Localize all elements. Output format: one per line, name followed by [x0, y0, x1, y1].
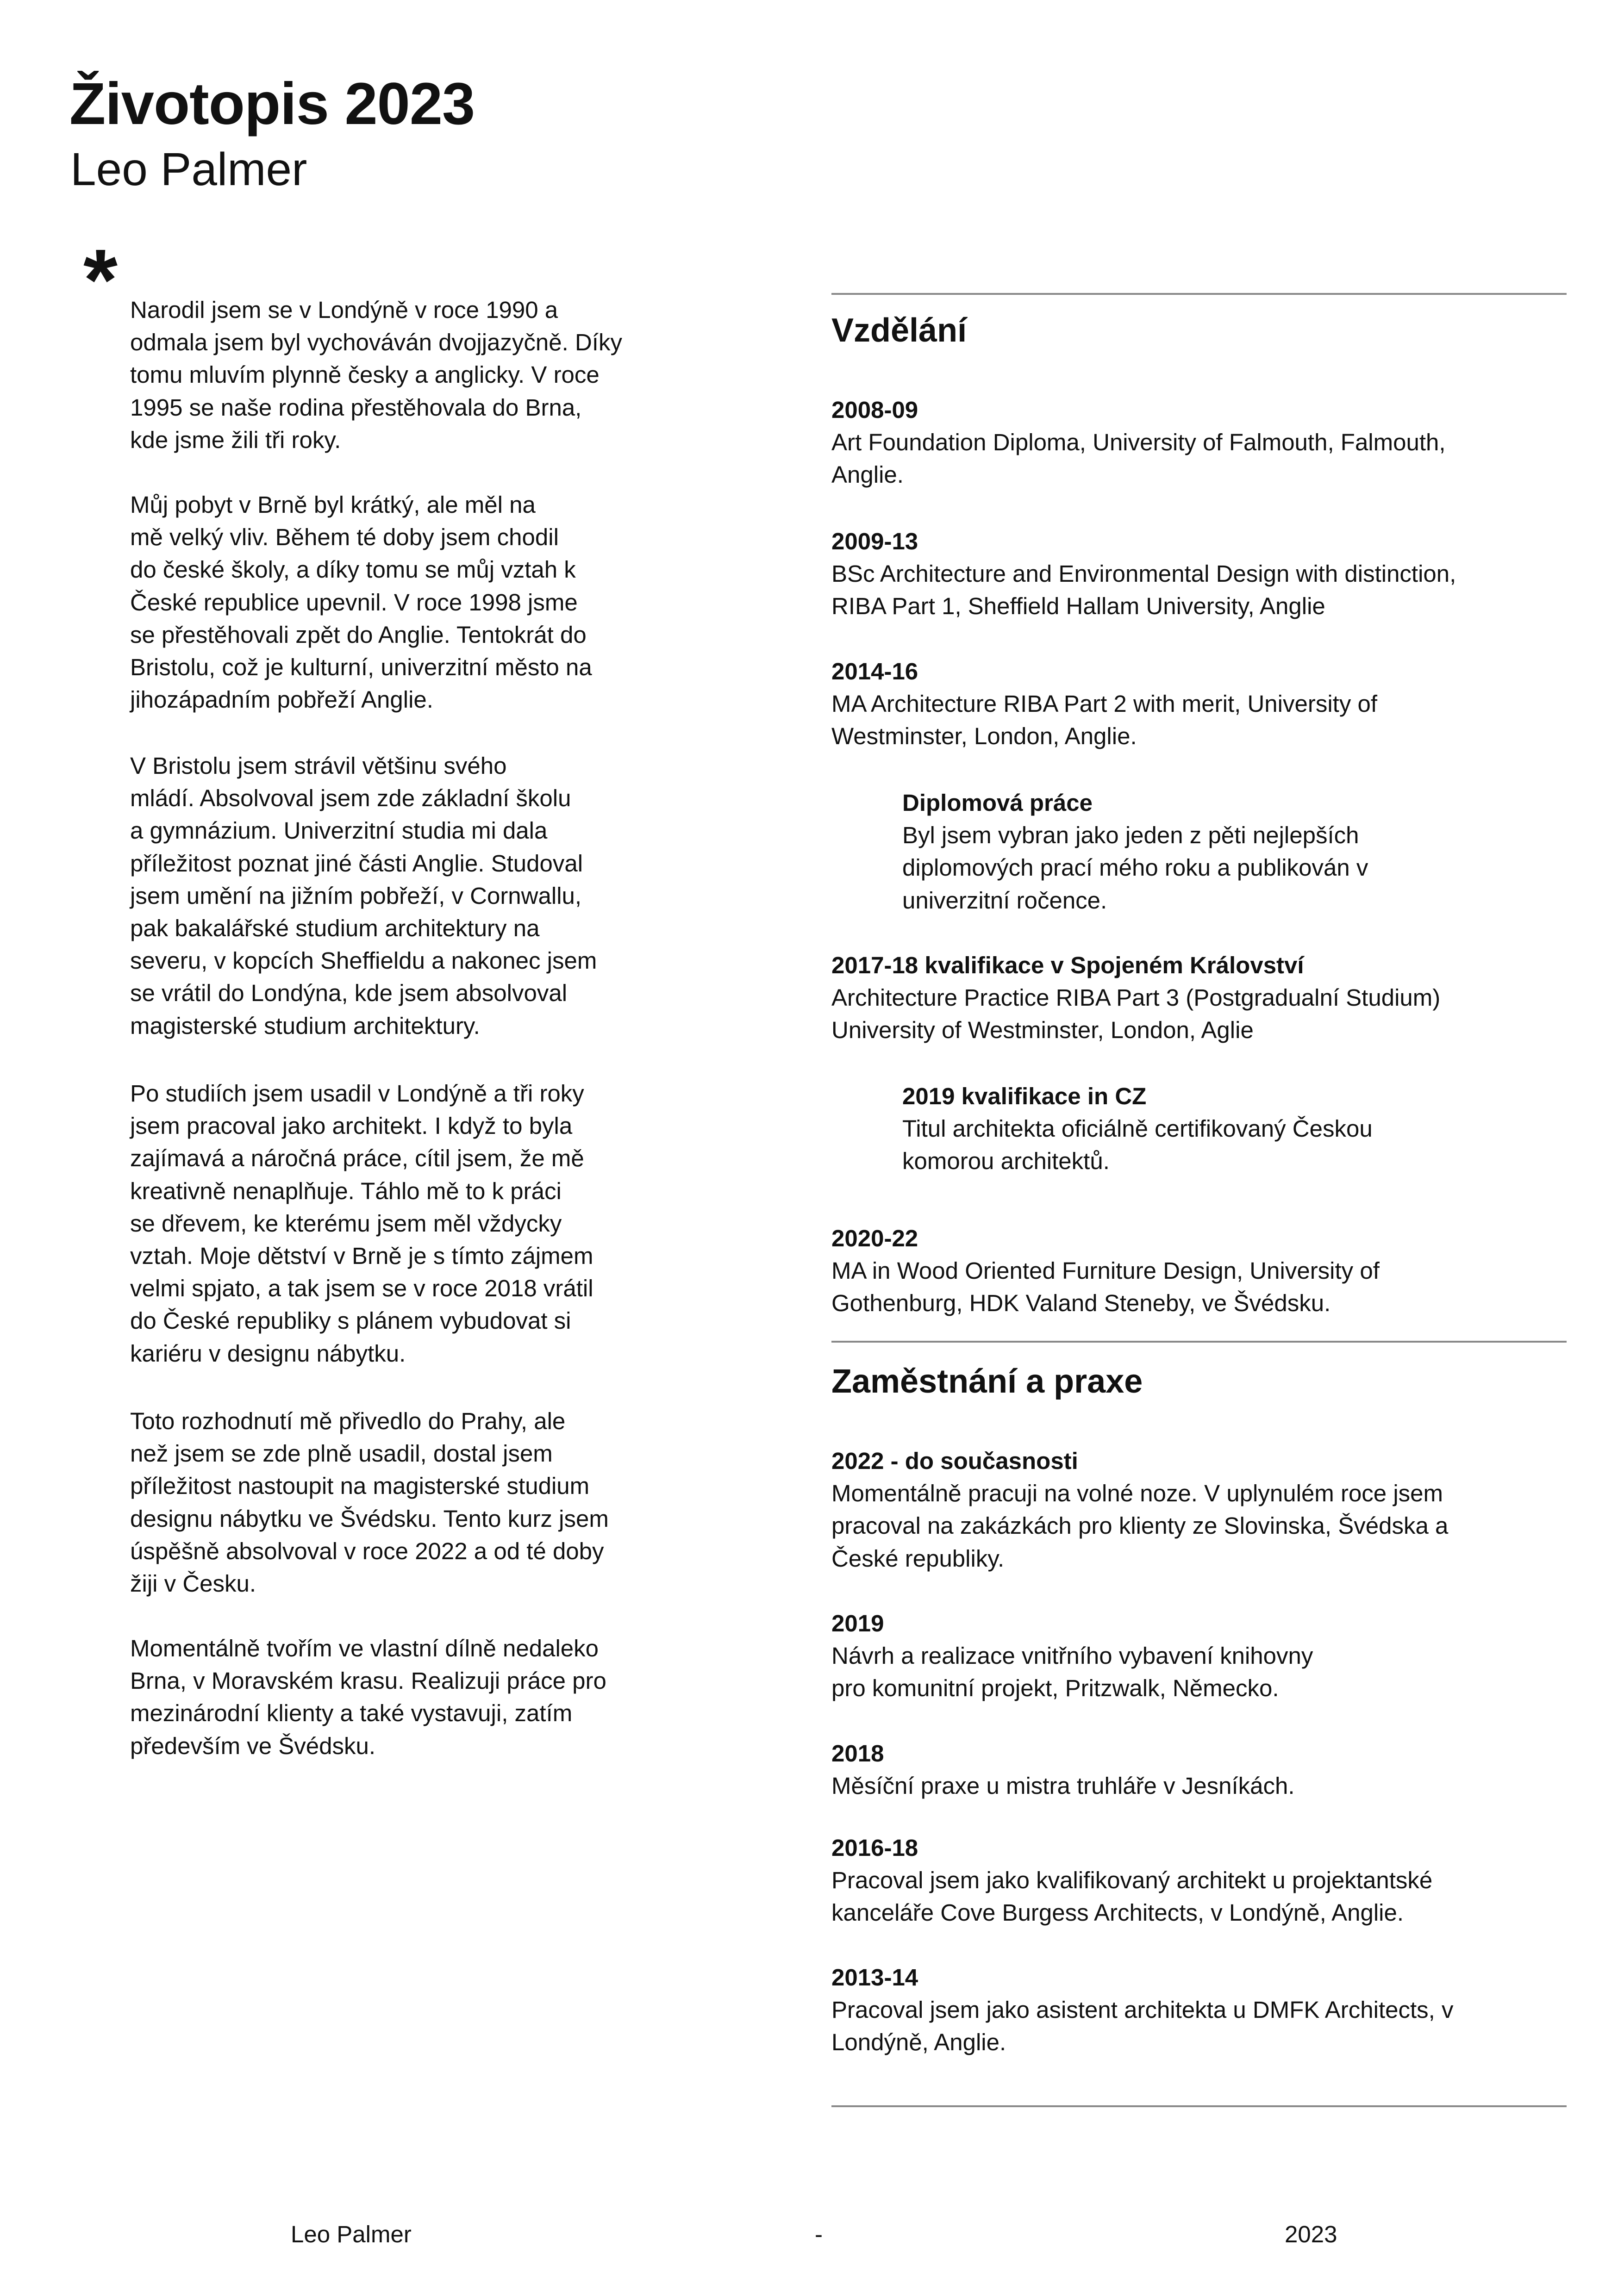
- education-subentry: [902, 787, 1368, 917]
- bio-paragraph: Narodil jsem se v Londýně v roce 1990 a odmala jsem byl vychováván dvojjazyčně. Díky tomu mluvím plynně česky a anglicky. V roce 1995 se naše rodina přestěhovala do Brna, kde jsme žili tři roky.: [130, 297, 622, 453]
- entry-description: Byl jsem vybran jako jeden z pěti nejlepších diplomových prací mého roku a publikován v univerzitní ročence.: [902, 822, 1368, 914]
- footer-separator: -: [815, 2221, 823, 2247]
- entry-date: 2008-09: [831, 397, 918, 423]
- bio-paragraph: Momentálně tvořím ve vlastní dílně nedaleko Brna, v Moravském krasu. Realizuji práce pro mezinárodní klienty a také vystavuji, zatím především ve Švédsku.: [130, 1635, 606, 1759]
- education-subentry: [902, 1080, 1373, 1178]
- entry-date: Diplomová práce: [902, 790, 1093, 816]
- page-title: Životopis 2023: [69, 71, 475, 137]
- bio-paragraph: Toto rozhodnutí mě přivedlo do Prahy, ale než jsem se zde plně usadil, dostal jsem příležitost nastoupit na magisterské studium designu nábytku ve Švédsku. Tento kurz jsem úspěšně absolvoval v roce 2022 a od té doby žiji v Česku.: [130, 1408, 609, 1597]
- employment-entry: [831, 1445, 1448, 1575]
- entry-description: Architecture Practice RIBA Part 3 (Postgradualní Studium) University of Westminster, London, Aglie: [831, 984, 1441, 1044]
- education-heading: Vzdělání: [831, 312, 967, 349]
- employment-entry: [831, 1961, 1453, 2059]
- employment-entry: [831, 1737, 1295, 1802]
- entry-date: 2019: [831, 1610, 884, 1636]
- entry-description: MA Architecture RIBA Part 2 with merit, University of Westminster, London, Anglie.: [831, 691, 1378, 750]
- employment-entry: [831, 1832, 1432, 1929]
- entry-description: BSc Architecture and Environmental Design with distinction, RIBA Part 1, Sheffield Hallam University, Anglie: [831, 560, 1456, 620]
- employment-entry: [831, 1607, 1313, 1705]
- bio-paragraph: Můj pobyt v Brně byl krátký, ale měl na mě velký vliv. Během té doby jsem chodil do české školy, a díky tomu se můj vztah k České republice upevnil. V roce 1998 jsme se přestěhovali zpět do Anglie. Tentokrát do Bristolu, což je kulturní, univerzitní město na jihozápadním pobřeží Anglie.: [130, 492, 592, 713]
- entry-date: 2013-14: [831, 1964, 918, 1991]
- divider: [831, 1341, 1567, 1343]
- education-entry: [831, 394, 1446, 492]
- asterisk-icon: *: [83, 250, 118, 310]
- entry-description: Měsíční praxe u mistra truhláře v Jesníkách.: [831, 1773, 1295, 1799]
- page-subtitle: Leo Palmer: [70, 143, 307, 195]
- footer-name: Leo Palmer: [291, 2221, 412, 2247]
- entry-date: 2020-22: [831, 1225, 918, 1251]
- bio-paragraph: V Bristolu jsem strávil většinu svého mládí. Absolvoval jsem zde základní školu a gymnázium. Univerzitní studia mi dala příležitost poznat jiné části Anglie. Studoval jsem umění na jižním pobřeží, v Cornwallu, pak bakalářské studium architektury na severu, v kopcích Sheffieldu a nakonec jsem se vrátil do Londýna, kde jsem absolvoval magisterské studium architektury.: [130, 753, 597, 1039]
- entry-description: MA in Wood Oriented Furniture Design, University of Gothenburg, HDK Valand Steneby, ve Švédsku.: [831, 1257, 1380, 1317]
- divider: [831, 2105, 1567, 2107]
- education-entry: [831, 1222, 1380, 1320]
- employment-heading: Zaměstnání a praxe: [831, 1363, 1143, 1400]
- entry-description: Návrh a realizace vnitřního vybavení knihovny pro komunitní projekt, Pritzwalk, Německo.: [831, 1643, 1313, 1702]
- entry-description: Pracoval jsem jako asistent architekta u DMFK Architects, v Londýně, Anglie.: [831, 1997, 1454, 2056]
- entry-description: Art Foundation Diploma, University of Falmouth, Falmouth, Anglie.: [831, 429, 1446, 488]
- entry-date: 2017-18 kvalifikace v Spojeném Království: [831, 952, 1304, 978]
- entry-date: 2014-16: [831, 658, 918, 684]
- entry-date: 2019 kvalifikace in CZ: [902, 1083, 1147, 1109]
- entry-date: 2016-18: [831, 1835, 918, 1861]
- footer-year: 2023: [1285, 2221, 1337, 2247]
- entry-description: Momentálně pracuji na volné noze. V uplynulém roce jsem pracoval na zakázkách pro klienty ze Slovinska, Švédska a České republiky.: [831, 1480, 1449, 1572]
- entry-date: 2009-13: [831, 528, 918, 554]
- entry-description: Titul architekta oficiálně certifikovaný Českou komorou architektů.: [902, 1115, 1373, 1175]
- education-entry: [831, 949, 1440, 1047]
- entry-date: 2018: [831, 1740, 884, 1767]
- education-entry: [831, 525, 1456, 623]
- entry-date: 2022 - do současnosti: [831, 1448, 1078, 1474]
- entry-description: Pracoval jsem jako kvalifikovaný architekt u projektantské kanceláře Cove Burgess Architects, v Londýně, Anglie.: [831, 1867, 1433, 1926]
- divider: [831, 293, 1567, 295]
- bio-paragraph: Po studiích jsem usadil v Londýně a tři roky jsem pracoval jako architekt. I když to byla zajímavá a náročná práce, cítil jsem, že mě kreativně nenaplňuje. Táhlo mě to k práci se dřevem, ke kterému jsem měl vždycky vztah. Moje dětství v Brně je s tímto zájmem velmi spjato, a tak jsem se v roce 2018 vrátil do České republiky s plánem vybudovat si kariéru v designu nábytku.: [130, 1080, 593, 1367]
- education-entry: [831, 655, 1377, 753]
